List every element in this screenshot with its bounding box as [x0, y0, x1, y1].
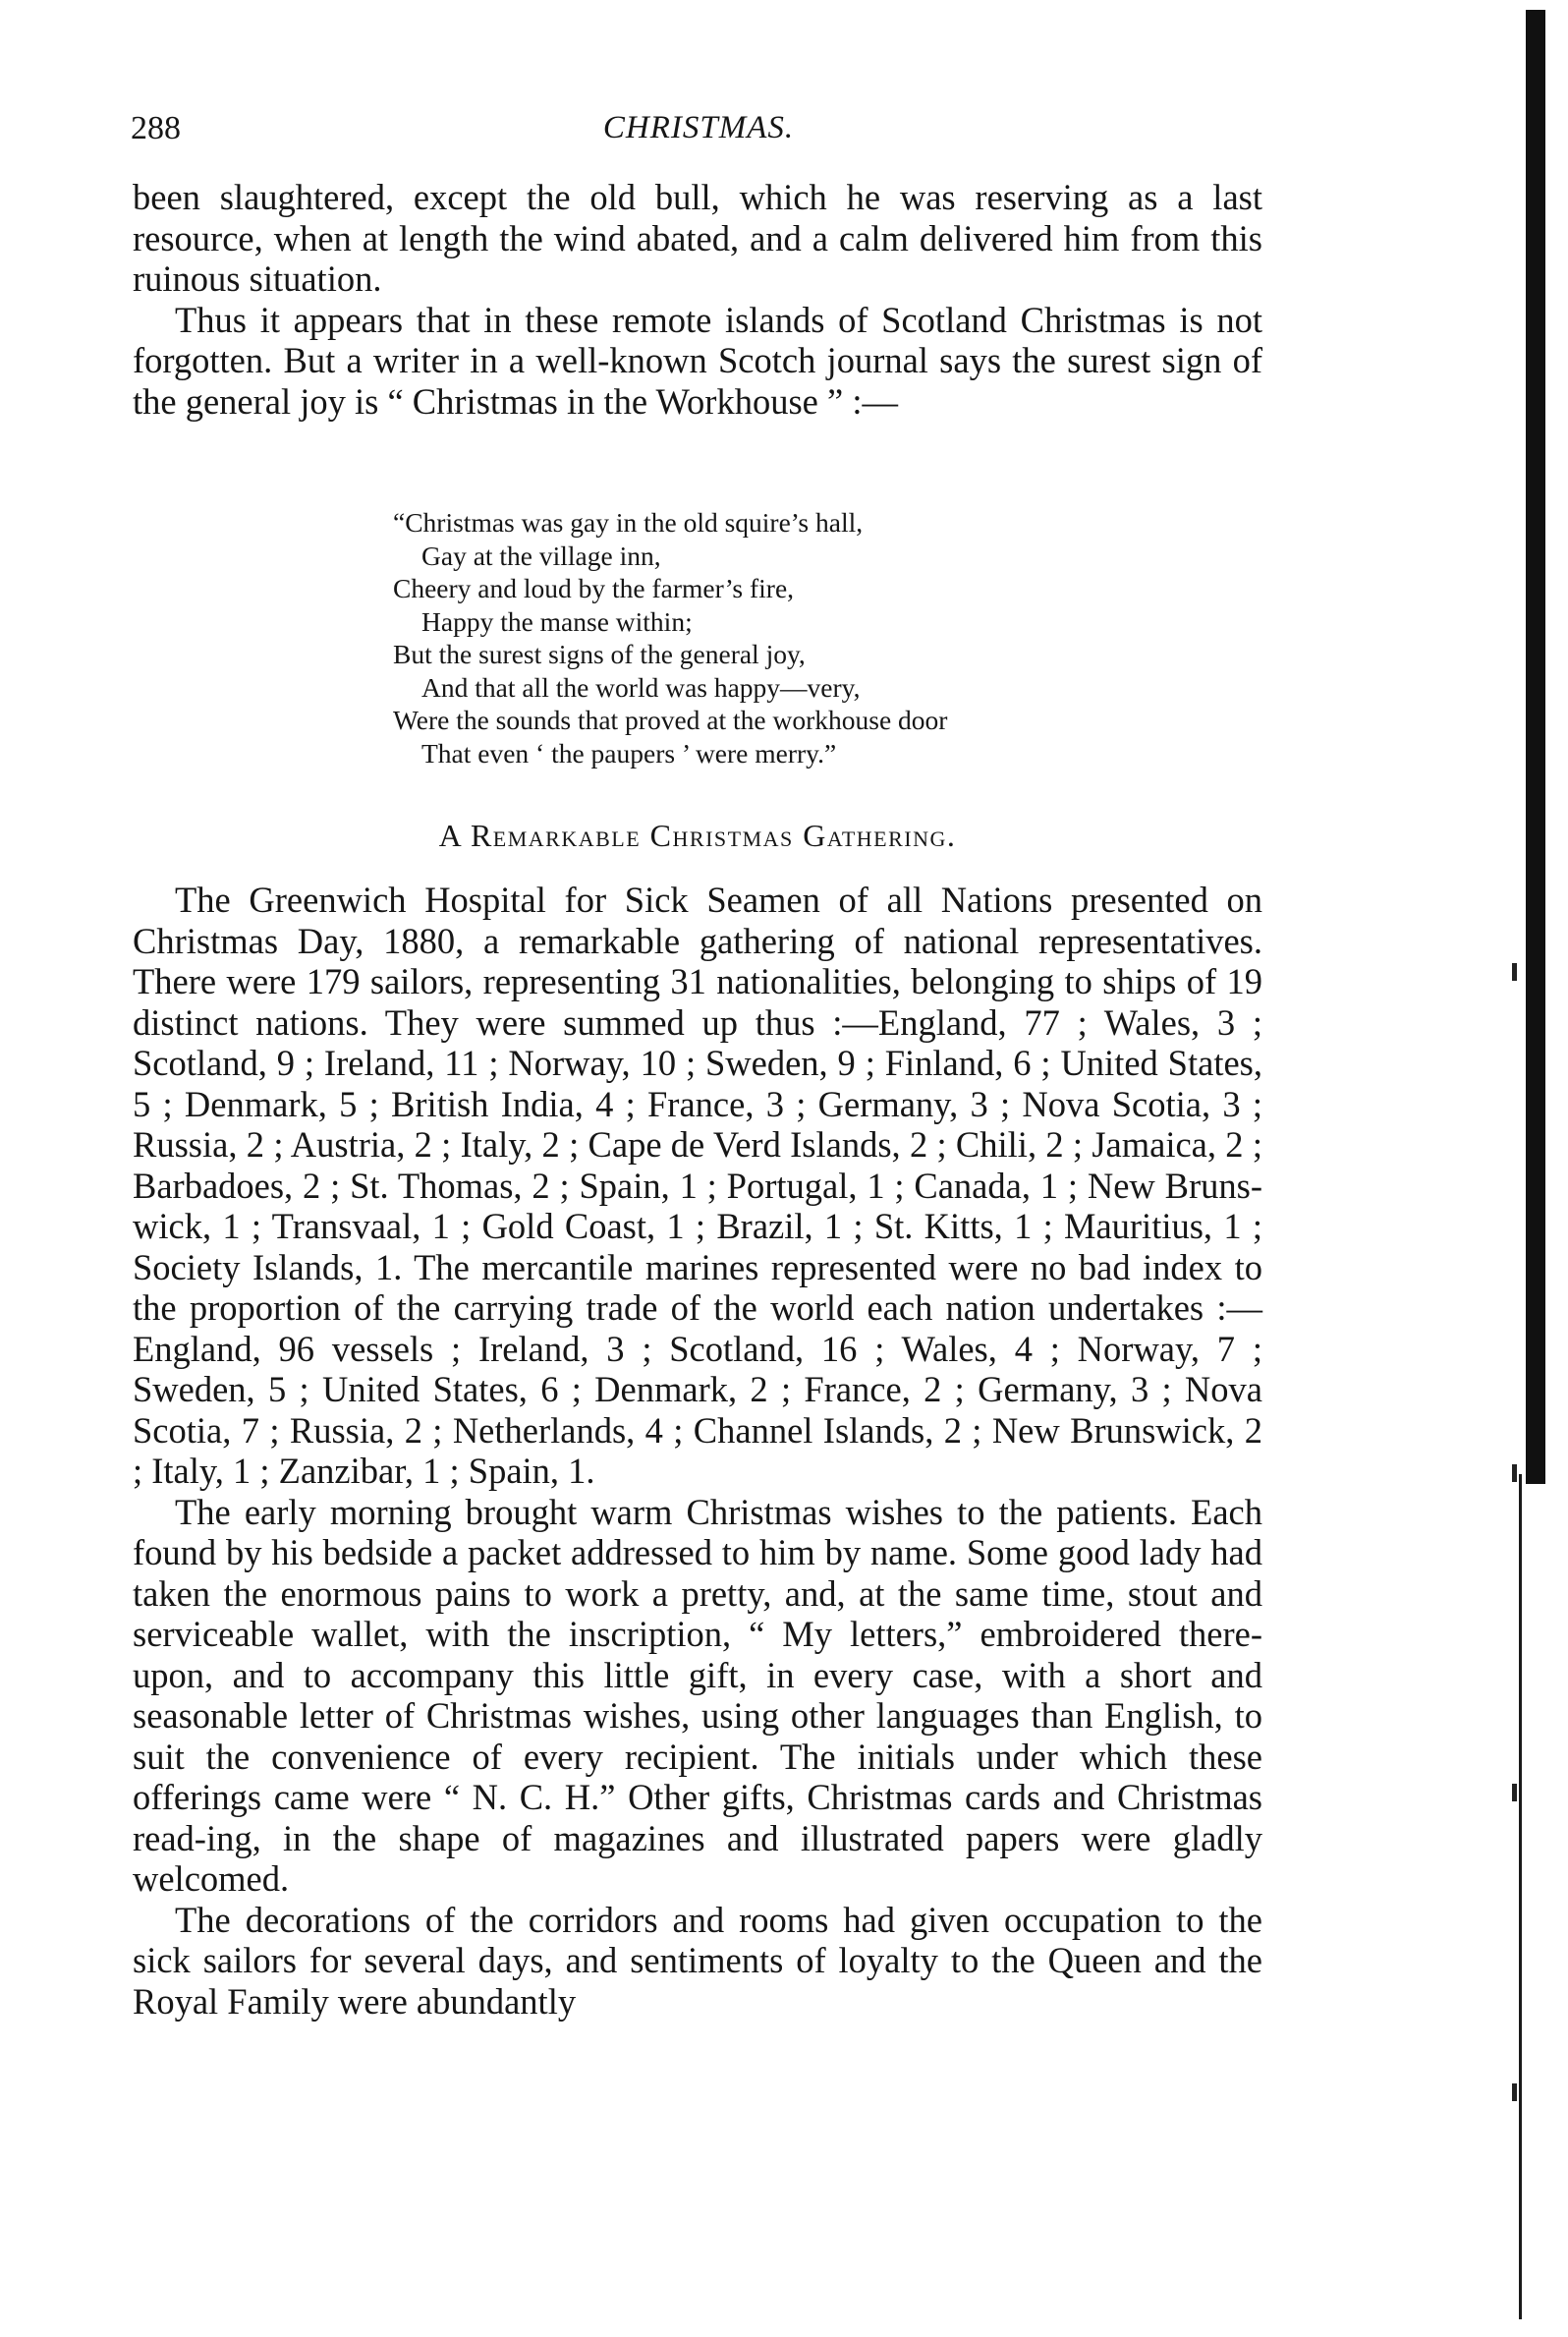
scan-edge-mark [1512, 2083, 1517, 2101]
paragraph-decorations: The decorations of the corridors and rooms had given occupation to the sick sailors for several days, and sentiments of loyalty to the Queen and the Royal Family were abundantly [133, 1899, 1262, 2022]
poem-line: Gay at the village inn, [421, 540, 661, 571]
poem-line: Happy the manse within; [421, 605, 693, 637]
page-header [131, 110, 1266, 159]
poem-line: But the surest signs of the general joy, [393, 639, 806, 669]
poem-line: “Christmas was gay in the old squire’s hall, [393, 507, 864, 538]
running-title: CHRISTMAS. [602, 110, 795, 145]
paragraph-greenwich: The Greenwich Hospital for Sick Seamen of all Nations presented on Christmas Day, 1880, a remarkable gathering of national representatives. There were 179 sailors, representing 31 nationalities, belonging to ships of 19 distinct nations. They were summed up thus :—England, 77 ; Wales, 3 ; Scotland, 9 ; Ireland, 11 ; Norway, 10 ; Sweden, 9 ; Finland, 6 ; United States, 5 ; Denmark, 5 ; British India, 4 ; France, 3 ; Germany, 3 ; Nova Scotia, 3 ; Russia, 2 ; Austria, 2 ; Italy, 2 ; Cape de Verd Islands, 2 ; Chili, 2 ; Jamaica, 2 ; Barbadoes, 2 ; St. Thomas, 2 ; Spain, 1 ; Portugal, 1 ; Canada, 1 ; New Bruns-wick, 1 ; Transvaal, 1 ; Gold Coast, 1 ; Brazil, 1 ; St. Kitts, 1 ; Mauritius, 1 ; Society Islands, 1. The mercantile marines represented were no bad index to the proportion of the carrying trade of the world each nation undertakes :—England, 96 vessels ; Ireland, 3 ; Scotland, 16 ; Wales, 4 ; Norway, 7 ; Sweden, 5 ; United States, 6 ; Denmark, 2 ; France, 2 ; Germany, 3 ; Nova Scotia, 7 ; Russia, 2 ; Netherlands, 4 ; Channel Islands, 2 ; New Brunswick, 2 ; Italy, 1 ; Zanzibar, 1 ; Spain, 1. [133, 880, 1262, 1491]
poem-line: Were the sounds that proved at the workhouse door [393, 705, 948, 735]
scan-edge-mark [1512, 1784, 1517, 1801]
scan-edge-line [1519, 1474, 1522, 2319]
paragraph-morning: The early morning brought warm Christmas wishes to the patients. Each found by his bedside a packet addressed to him by name. Some good lady had taken the enormous pains to work a pretty, and, at the same time, stout and serviceable wallet, with the inscription, “ My letters,” embroidered there-upon, and to accompany this little gift, in every case, with a short and seasonable letter of Christmas wishes, using other languages than English, to suit the convenience of every recipient. The initials under which these offerings came were “ N. C. H.” Other gifts, Christmas cards and Christmas read-ing, in the shape of magazines and illustrated papers were gladly welcomed. [133, 1491, 1262, 1899]
paragraph-scotland: Thus it appears that in these remote islands of Scotland Christmas is not forgotten. But a writer in a well-known Scotch journal says the surest sign of the general joy is “ Christmas in the Workhouse ” :— [133, 299, 1262, 422]
scan-edge-mark [1512, 1464, 1517, 1482]
scan-edge-mark [1512, 963, 1517, 981]
paragraph-continuation: been slaughtered, except the old bull, which he was reserving as a last resource, when at length the wind abated, and a calm delivered him from this ruinous situation. [133, 177, 1262, 299]
page-number: 288 [131, 110, 181, 146]
opening-text [133, 177, 1262, 422]
gathering-text [133, 880, 1262, 2022]
poem-line: That even ‘ the paupers ’ were merry.” [421, 737, 837, 769]
poem-line: Cheery and loud by the farmer’s fire, [393, 573, 795, 603]
section-heading: A Remarkable Christmas Gathering. [438, 818, 957, 853]
workhouse-poem [393, 506, 1179, 770]
scan-edge-shadow [1526, 10, 1545, 1484]
poem-line: And that all the world was happy—very, [421, 671, 861, 703]
